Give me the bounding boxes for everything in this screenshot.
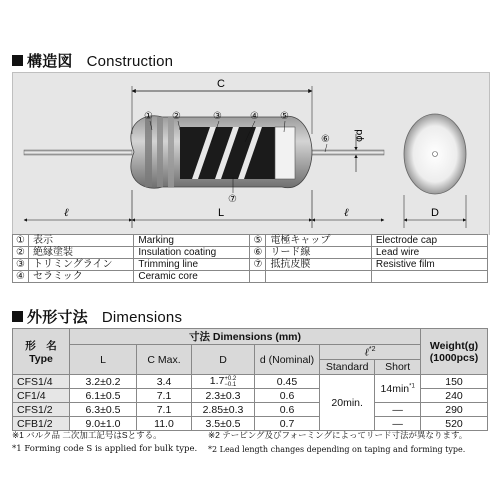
dimensions-title: [12, 306, 182, 327]
parts-row: [13, 235, 488, 247]
lead-wire-left: [24, 150, 132, 155]
construction-title: [12, 50, 173, 71]
part-jp: 抵抗皮膜: [266, 259, 371, 271]
lead-wire-right: [300, 150, 384, 155]
cell-short: [375, 375, 421, 403]
cell-c: 3.4: [137, 375, 192, 389]
cell-short-note: *1: [409, 383, 415, 389]
cell-dn: 0.45: [255, 375, 320, 389]
type-header-jp: 形 名: [25, 340, 57, 352]
cell-type: CFS1/2: [13, 403, 70, 417]
callout-4: ④: [250, 111, 259, 122]
callout-5: ⑤: [280, 111, 289, 122]
col-d-header: D: [192, 345, 255, 375]
col-l-header: L: [70, 345, 137, 375]
cell-type: CFB1/2: [13, 417, 70, 431]
part-num: [250, 271, 266, 283]
cell-dn: 0.7: [255, 417, 320, 431]
cell-type: CFS1/4: [13, 375, 70, 389]
part-jp: 表示: [28, 235, 133, 247]
cell-d: 2.85±0.3: [192, 403, 255, 417]
dim-phid-label: φd: [354, 129, 365, 142]
cell-c: 7.1: [137, 389, 192, 403]
cell-short: —: [375, 417, 421, 431]
color-band: [168, 117, 174, 187]
part-jp: セラミック: [28, 271, 133, 283]
dims-header-row-2: [13, 345, 488, 360]
construction-drawing: [12, 72, 488, 234]
cell-dn: 0.6: [255, 403, 320, 417]
cell-l: 6.1±0.5: [70, 389, 137, 403]
construction-title-en: Construction: [86, 53, 174, 70]
dim-d-label: D: [431, 207, 439, 219]
table-row: [13, 403, 488, 417]
part-jp: トリミングライン: [28, 259, 133, 271]
electrode-cap: [275, 127, 295, 179]
part-jp: リード線: [266, 247, 371, 259]
construction-title-jp: 構造図: [27, 53, 73, 70]
footnote-1-en: *1 Forming code S is applied for bulk type.: [12, 444, 198, 454]
part-en: Lead wire: [371, 247, 487, 259]
cell-l: 3.2±0.2: [70, 375, 137, 389]
cell-d-tol-minus: −0.1: [224, 381, 237, 388]
dims-header-row-1: [13, 329, 488, 345]
dimensions-table: [12, 328, 488, 431]
part-en: Trimming line: [134, 259, 250, 271]
callout-3: ③: [213, 111, 222, 122]
ell-symbol: ℓ: [364, 346, 369, 359]
col-type-header: [13, 329, 70, 375]
col-weight-header: [421, 329, 488, 375]
dim-c-label: C: [217, 78, 225, 90]
cell-short: —: [375, 403, 421, 417]
cell-weight: 240: [421, 389, 488, 403]
part-num: ④: [13, 271, 29, 283]
cell-d: 2.3±0.3: [192, 389, 255, 403]
cell-dn: 0.6: [255, 389, 320, 403]
part-jp: 電極キャップ: [266, 235, 371, 247]
col-standard-header: Standard: [320, 360, 375, 375]
ell-note: *2: [368, 345, 376, 353]
dimensions-title-en: Dimensions: [101, 309, 183, 326]
callout-2: ②: [172, 111, 181, 122]
part-num: ⑤: [250, 235, 266, 247]
col-ell-header: [320, 345, 421, 360]
weight-unit: (1000pcs): [429, 351, 479, 364]
cell-weight: 150: [421, 375, 488, 389]
weight-header: Weight(g): [429, 339, 479, 352]
part-en: Insulation coating: [134, 247, 250, 259]
square-bullet-icon: [12, 55, 23, 66]
parts-row: [13, 247, 488, 259]
table-row: [13, 375, 488, 389]
end-view-lead: [433, 152, 438, 157]
dim-lead-left-label: ℓ: [64, 206, 69, 219]
dim-l-label: L: [218, 207, 225, 219]
cell-c: 7.1: [137, 403, 192, 417]
cell-d: 3.5±0.5: [192, 417, 255, 431]
dimensions-title-jp: 外形寸法: [27, 309, 88, 326]
cell-type: CF1/4: [13, 389, 70, 403]
part-en: Marking: [134, 235, 250, 247]
part-en: [371, 271, 487, 283]
cell-d-tol-plus: +0.2: [224, 375, 237, 382]
callout-1: ①: [144, 111, 153, 122]
color-band: [157, 117, 163, 187]
callout-7: ⑦: [228, 194, 237, 205]
part-num: ③: [13, 259, 29, 271]
part-num: ⑥: [250, 247, 266, 259]
cell-l: 6.3±0.5: [70, 403, 137, 417]
part-num: ②: [13, 247, 29, 259]
parts-row: [13, 271, 488, 283]
dims-header-en: Dimensions: [212, 331, 273, 343]
dim-lead-right-label: ℓ: [344, 206, 349, 219]
type-header-en: Type: [29, 353, 53, 365]
footnote-2-jp: ※2 テーピング及びフォーミングによってリード寸法が異なります。: [208, 430, 468, 440]
part-en: Ceramic core: [134, 271, 250, 283]
parts-legend-table: [12, 234, 488, 283]
part-num: ⑦: [250, 259, 266, 271]
col-c-header: C Max.: [137, 345, 192, 375]
parts-row: [13, 259, 488, 271]
part-jp: 絶縁塗装: [28, 247, 133, 259]
cell-l: 9.0±1.0: [70, 417, 137, 431]
col-dn-header: d (Nominal): [255, 345, 320, 375]
part-num: ①: [13, 235, 29, 247]
col-short-header: Short: [375, 360, 421, 375]
cell-short-value: 14min: [380, 382, 410, 395]
col-dims-header: [70, 329, 421, 345]
part-jp: [266, 271, 371, 283]
footnote-1-jp: ※1 バルク品 二次加工記号はSとする。: [12, 430, 162, 440]
cell-standard: 20min.: [320, 375, 375, 431]
cell-d: [192, 375, 255, 389]
cell-weight: 520: [421, 417, 488, 431]
square-bullet-icon: [12, 311, 23, 322]
part-en: Electrode cap: [371, 235, 487, 247]
footnote-2-en: *2 Lead length changes depending on taping and forming type.: [208, 445, 466, 454]
cell-weight: 290: [421, 403, 488, 417]
color-band: [145, 117, 152, 187]
part-en: Resistive film: [371, 259, 487, 271]
cell-c: 11.0: [137, 417, 192, 431]
dims-header-unit: (mm): [275, 331, 302, 343]
callout-6: ⑥: [321, 134, 330, 145]
cell-d-value: 1.7: [209, 375, 225, 388]
dims-header-jp: 寸法: [188, 331, 210, 343]
